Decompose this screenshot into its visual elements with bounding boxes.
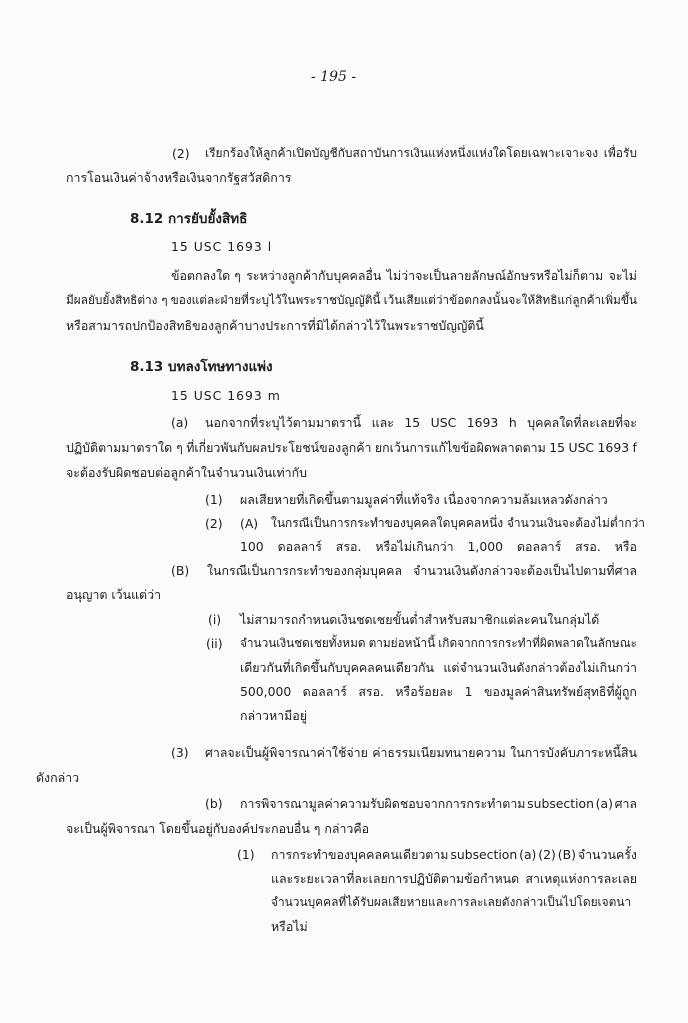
word: บุคคลใดที่ละเลยที่จะ (527, 415, 637, 430)
section-8-12-reference: 15 USC 1693 l (171, 239, 273, 254)
word: 1693 (466, 415, 499, 430)
item-ii-line-4: กล่าวหามีอยู่ (240, 708, 308, 723)
section-8-13-heading: 8.13 บทลงโทษทางแพ่ง (130, 359, 273, 375)
para-2-line-2: การโอนเงินค่าจ้างหรือเงินจากรัฐสวัสดิการ (66, 170, 292, 185)
word: subsection (450, 847, 518, 862)
word: และ (371, 415, 394, 430)
word: จำนวนบุคคลที่ได้รับผลเสียหายและการละเลยดังกล่าวเป็นไปโดยเจตนา (271, 895, 632, 909)
word: (2) (538, 847, 556, 862)
word: นอกจากที่ระบุไว้ตามมาตรานี้ (205, 415, 362, 430)
word: แต่จำนวนเงินดังกล่าวต้องไม่เกินกว่า (443, 660, 637, 675)
word: ที่เกี่ยวพันกับผลประโยชน์ของลูกค้า (186, 440, 372, 455)
word: USC (568, 440, 595, 455)
word: หรือไม่เกินกว่า (375, 539, 454, 554)
word: f (632, 440, 637, 455)
item-i-text: ไม่สามารถกำหนดเงินชดเชยขั้นต่ำสำหรับสมาชิกแต่ละคนในกลุ่มได้ (240, 612, 600, 627)
word: ค่าธรรมเนียมทนายความ (372, 745, 506, 760)
subsection-a-line-2 (66, 442, 637, 454)
word: ดอลลาร์ (277, 539, 322, 554)
word: หรือร้อยละ (395, 684, 454, 699)
word: เว้นเสียแต่ว่าข้อตกลงนั้นจะให้สิทธิแก่ลูกค้าเพิ่มขึ้น (383, 293, 637, 307)
para-2-marker: (2) (172, 146, 190, 161)
word: 1693 (597, 440, 630, 455)
section-8-12-line-1 (171, 270, 637, 282)
word: 1 (464, 684, 473, 699)
word: ยกเว้นการแก้ไขข้อผิดพลาดตาม (374, 440, 546, 455)
word: หรือ (614, 539, 637, 554)
word: ไม่ว่าจะเป็นลายลักษณ์อักษรหรือไม่ก็ตาม (386, 268, 604, 283)
word: ปฏิบัติตามมาตราใด ๆ (66, 440, 183, 455)
word: ศาล (614, 796, 637, 811)
word: (a) (519, 847, 537, 862)
item-i-marker: (i) (208, 612, 222, 627)
word: มีผลยับยั้งสิทธิต่าง ๆ (66, 293, 168, 307)
word: จำนวนครั้ง (577, 847, 637, 862)
word: เดียวกันที่เกิดขึ้นกับบุคคลคนเดียวกัน (240, 660, 434, 675)
word: การกระทำของบุคคลคนเดียวตาม (271, 847, 449, 862)
word: เรียกร้องให้ลูกค้าเปิดบัญชีกับสถาบันการเงินแห่งหนึ่งแห่งใดโดยเฉพาะเจาะจง (205, 146, 599, 160)
word: ตามย่อหน้านี้ (368, 636, 436, 650)
word: 1,000 (467, 539, 504, 554)
para-2-line-1 (205, 148, 637, 160)
item-2-a-marker: (A) (240, 516, 259, 531)
item-b-marker: (B) (171, 563, 190, 578)
word: สรอ. (358, 684, 384, 699)
item-1-text: ผลเสียหายที่เกิดขึ้นตามมูลค่าที่แท้จริง เนื่องจากความล้มเหลวดังกล่าว (240, 492, 608, 507)
word: สรอ. (335, 539, 362, 554)
item-b-1-line-4: หรือไม่ (271, 919, 308, 934)
word: (B) (557, 847, 576, 862)
item-b-line-2: อนุญาต เว้นแต่ว่า (66, 587, 162, 602)
item-3-marker: (3) (171, 745, 189, 760)
word: การพิจารณามูลค่าความรับผิดชอบจากการกระทำตาม (240, 796, 526, 811)
word: จะไม่ (608, 268, 637, 283)
subsection-a-line-1 (205, 417, 637, 429)
item-3-line-2: ดังกล่าว (36, 770, 80, 785)
word: 100 (240, 539, 264, 554)
subsection-b-marker: (b) (205, 796, 223, 811)
page-number: - 195 - (311, 69, 357, 85)
subsection-b-line-1 (240, 798, 637, 810)
item-b-1-line-1 (271, 849, 637, 861)
word: จำนวนเงินชดเชยทั้งหมด (240, 636, 366, 650)
word: เพื่อรับ (603, 146, 637, 160)
word: ศาลจะเป็นผู้พิจารณาค่าใช้จ่าย (205, 745, 368, 760)
word: ในการบังคับภาระหนี้สิน (510, 745, 637, 760)
word: (a) (595, 796, 613, 811)
word: 15 (549, 440, 566, 455)
item-ii-line-1 (240, 638, 637, 650)
item-b-1-line-2 (271, 873, 637, 885)
item-b-1-line-3 (271, 897, 637, 909)
word: USC (430, 415, 457, 430)
word: ระหว่างลูกค้ากับบุคคลอื่น (246, 268, 382, 283)
item-3-line-1 (205, 747, 637, 759)
section-8-12-line-3: หรือสามารถปกป้องสิทธิของลูกค้าบางประการที่มิได้กล่าวไว้ในพระราชบัญญัตินี้ (66, 318, 484, 333)
item-ii-line-3 (240, 686, 637, 698)
word: และระยะเวลาที่ละเลยการปฏิบัติตามข้อกำหนด (271, 871, 520, 886)
section-8-12-heading: 8.12 การยับยั้งสิทธิ (130, 211, 248, 227)
word: 500,000 (240, 684, 292, 699)
subsection-b-line-2: จะเป็นผู้พิจารณา โดยขึ้นอยู่กับองค์ประกอบอื่น ๆ กล่าวคือ (66, 821, 370, 836)
word: ของแต่ละฝ่ายที่ระบุไว้ในพระราชบัญญัตินี้ (170, 293, 381, 307)
item-ii-marker: (ii) (206, 636, 223, 651)
item-b-1-marker: (1) (237, 847, 255, 862)
subsection-a-line-3: จะต้องรับผิดชอบต่อลูกค้าในจำนวนเงินเท่ากับ (66, 465, 307, 480)
word: สาเหตุแห่งการละเลย (525, 871, 637, 886)
item-b-line-1 (207, 565, 637, 577)
item-2-marker: (2) (205, 516, 223, 531)
section-8-12-line-2 (66, 295, 637, 307)
word: เกิดจากการกระทำที่ผิดพลาดในลักษณะ (438, 636, 637, 650)
word: ข้อตกลงใด ๆ (171, 268, 241, 283)
subsection-a-marker: (a) (171, 415, 189, 430)
word: ในกรณีเป็นการกระทำของกลุ่มบุคคล (207, 563, 403, 578)
word: h (508, 415, 517, 430)
word: จำนวนเงินดังกล่าวจะต้องเป็นไปตามที่ศาล (413, 563, 637, 578)
item-2-a-line-1: ในกรณีเป็นการกระทำของบุคคลใดบุคคลหนึ่ง จำนวนเงินจะต้องไม่ต่ำกว่า (271, 516, 646, 530)
section-8-13-reference: 15 USC 1693 m (171, 388, 281, 403)
word: สรอ. (575, 539, 601, 554)
word: 15 (404, 415, 421, 430)
word: ดอลลาร์ (516, 539, 562, 554)
item-ii-line-2 (240, 662, 637, 674)
item-2-a-line-2 (240, 541, 637, 553)
item-1-marker: (1) (205, 492, 223, 507)
word: ดอลลาร์ (302, 684, 347, 699)
word: subsection (527, 796, 594, 811)
word: ของมูลค่าสินทรัพย์สุทธิที่ผู้ถูก (483, 684, 637, 699)
